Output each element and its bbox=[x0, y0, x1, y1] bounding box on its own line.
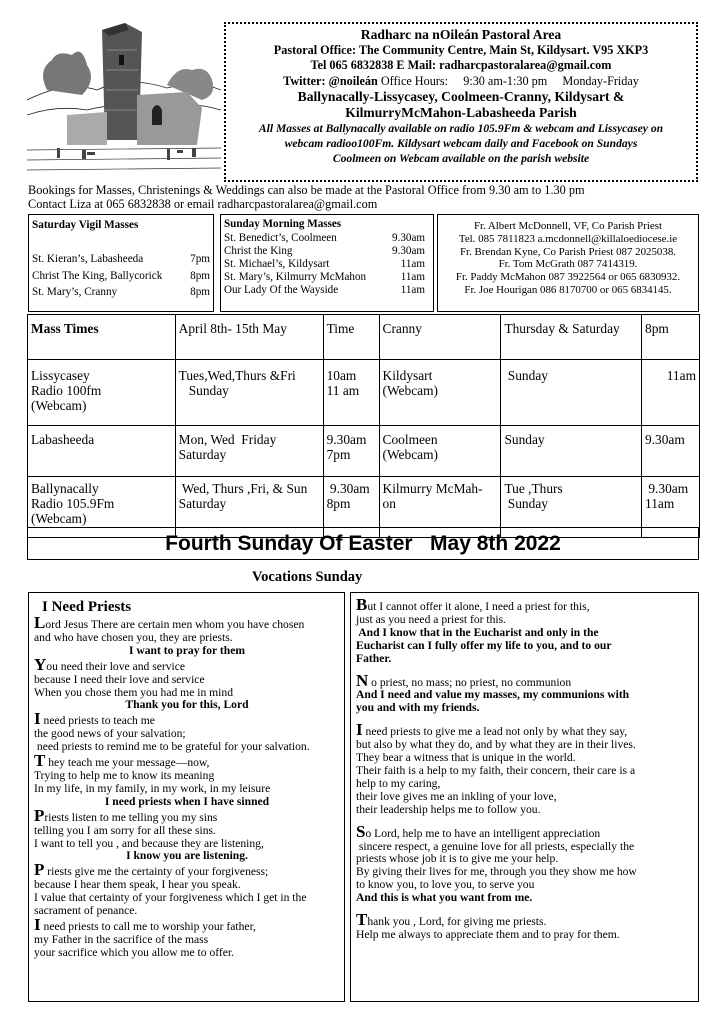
table-cell: 9.30am bbox=[642, 426, 700, 477]
table-cell: Kilmurry McMah- on bbox=[379, 477, 501, 538]
poem-stanza bbox=[356, 821, 694, 905]
poem-line: I value that certainty of your forgiveness which I get in the bbox=[34, 891, 307, 905]
poem-stanza bbox=[34, 914, 340, 960]
sunday-morning-box bbox=[220, 214, 434, 312]
drop-letter: I bbox=[356, 720, 363, 740]
priest-line: Fr. Brendan Kyne, Co Parish Priest 087 2025038. bbox=[460, 245, 676, 258]
poem-line-text: o Lord, help me to have an intelligent appreciation bbox=[365, 826, 601, 840]
poem-stanza bbox=[34, 654, 340, 713]
radio-info-1: All Masses at Ballynacally available on radio 105.9Fm & webcam and Lissycasey on bbox=[258, 122, 664, 135]
pastoral-area-title: Radharc na nOileán Pastoral Area bbox=[360, 27, 562, 42]
poem-line-text: hey teach me your message—now, bbox=[45, 756, 210, 770]
sunday-row bbox=[224, 271, 425, 284]
drop-letter: N bbox=[356, 670, 369, 690]
poem-line: When you chose them you had me in mind bbox=[34, 685, 233, 699]
contact-line: Tel 065 6832838 E Mail: radharcpastoralarea@gmail.com bbox=[310, 58, 612, 72]
table-header-cell: Cranny bbox=[379, 315, 501, 360]
drop-letter: S bbox=[356, 821, 366, 841]
sunday-banner: Fourth Sunday Of Easter May 8th 2022 bbox=[27, 527, 699, 560]
priest-line: Fr. Albert McDonnell, VF, Co Parish Priest bbox=[473, 220, 662, 232]
poem-line bbox=[34, 613, 340, 632]
poem-stanza bbox=[34, 613, 340, 658]
sunday-place: St. Mary’s, Kilmurry McMahon bbox=[224, 271, 367, 283]
church-tower-illustration bbox=[27, 20, 221, 180]
priest-line: Fr. Joe Hourigan 086 8170700 or 065 6834145. bbox=[464, 283, 672, 296]
vigil-place: St. Mary’s, Cranny bbox=[32, 286, 118, 298]
table-cell: Ballynacally Radio 105.9Fm (Webcam) bbox=[28, 477, 176, 538]
saturday-vigil-heading: Saturday Vigil Masses bbox=[32, 219, 139, 231]
poem-line: the good news of your salvation; bbox=[34, 727, 186, 741]
poem-line: to know you, to love you, to serve you bbox=[356, 878, 535, 892]
poem-line bbox=[34, 914, 340, 934]
vigil-row bbox=[32, 286, 210, 298]
poem-stanza bbox=[356, 595, 694, 666]
drop-letter: P bbox=[34, 860, 45, 880]
poem-stanzas-left bbox=[34, 613, 340, 960]
table-header-cell: 8pm bbox=[642, 315, 700, 360]
radio-info-3: Coolmeen on Webcam available on the parish website bbox=[332, 152, 590, 165]
vigil-place: Christ The King, Ballycorick bbox=[32, 270, 163, 282]
poem-line: sacrament of penance. bbox=[34, 904, 138, 918]
sunday-time: 11am bbox=[400, 271, 425, 283]
poem-refrain: I want to pray for them bbox=[128, 643, 246, 657]
poem-line-text: hank you , Lord, for giving me priests. bbox=[367, 915, 547, 929]
priest-line: Fr. Paddy McMahon 087 3922564 or 065 6830932. bbox=[455, 271, 681, 284]
sunday-time: 9.30am bbox=[392, 232, 425, 244]
drop-letter: P bbox=[34, 805, 45, 825]
poem-bold-line: And this is what you want from me. bbox=[356, 891, 533, 905]
poem-line: your sacrifice which you allow me to offer. bbox=[34, 945, 235, 959]
poem-line: but also by what they do, and by what they are in their lives. bbox=[356, 738, 636, 752]
poem-line bbox=[356, 821, 694, 841]
poem-stanza bbox=[356, 720, 694, 816]
sunday-place: St. Benedict’s, Coolmeen bbox=[224, 232, 337, 244]
poem-refrain: I know you are listening. bbox=[126, 849, 248, 863]
poem-line bbox=[34, 751, 340, 771]
pastoral-header-box bbox=[224, 22, 698, 182]
poem-line: because I need their love and service bbox=[34, 672, 205, 686]
sunday-time: 11am bbox=[400, 258, 425, 270]
poem-stanza bbox=[34, 709, 340, 754]
stanza-gap bbox=[356, 905, 694, 913]
table-cell: Lissycasey Radio 100fm (Webcam) bbox=[28, 360, 176, 426]
table-cell: Sunday bbox=[501, 360, 642, 426]
poem-line: priests whose job it is to give me your help. bbox=[356, 852, 559, 866]
vigil-time: 7pm bbox=[190, 253, 210, 265]
stanza-gap bbox=[356, 715, 694, 723]
poem-stanza bbox=[356, 670, 694, 716]
poem-bold-line: Father. bbox=[356, 651, 392, 665]
table-cell: 10am 11 am bbox=[323, 360, 379, 426]
poem-line bbox=[356, 910, 694, 930]
table-cell: 9.30am 8pm bbox=[323, 477, 379, 538]
table-cell: 11am bbox=[642, 360, 700, 426]
sunday-row bbox=[224, 232, 425, 245]
poem-line: sincere respect, a genuine love for all priests, especially the bbox=[356, 839, 635, 853]
poem-line: In my life, in my family, in my work, in my leisure bbox=[34, 781, 271, 795]
poem-bold-line: And I know that in the Eucharist and only in the bbox=[356, 625, 599, 639]
poem-right-column bbox=[350, 592, 699, 1002]
table-cell: 9.30am 11am bbox=[642, 477, 700, 538]
table-header-row bbox=[28, 315, 700, 360]
vigil-time: 8pm bbox=[190, 270, 210, 282]
poem-line: their leadership helps me to follow you. bbox=[356, 802, 541, 816]
table-cell: Labasheeda bbox=[28, 426, 176, 477]
poem-refrain: Thank you for this, Lord bbox=[125, 698, 249, 712]
poem-line: Their faith is a help to my faith, their concern, their care is a bbox=[356, 763, 636, 777]
sunday-morning-heading: Sunday Morning Masses bbox=[224, 218, 342, 230]
table-row bbox=[28, 360, 700, 426]
sunday-row bbox=[224, 284, 425, 297]
sunday-place: St. Michael’s, Kildysart bbox=[224, 258, 330, 270]
sunday-row bbox=[224, 245, 425, 258]
poem-line-text: ord Jesus There are certain men whom you have chosen bbox=[45, 618, 305, 631]
office-hours: Office Hours: 9:30 am-1:30 pm Monday-Friday bbox=[377, 73, 639, 88]
table-row bbox=[28, 426, 700, 477]
poem-line: just as you need a priest for this. bbox=[356, 612, 507, 626]
bookings-line-1: Bookings for Masses, Christenings & Weddings can also be made at the Pastoral Office from 9.30 am to 1.30 pm bbox=[28, 183, 585, 197]
poem-title: I Need Priests bbox=[42, 599, 132, 615]
sunday-row bbox=[224, 258, 425, 271]
bookings-line-2: Contact Liza at 065 6832838 or email radharcpastoralarea@gmail.com bbox=[28, 197, 378, 211]
poem-bold-line: you and with my friends. bbox=[356, 701, 480, 715]
poem-line-text: ut I cannot offer it alone, I need a priest for this, bbox=[367, 600, 590, 613]
poem-stanza bbox=[34, 805, 340, 864]
poem-line: their love gives me an inkling of your love, bbox=[356, 789, 557, 803]
table-header-cell: Time bbox=[323, 315, 379, 360]
poem-line: I want to tell you , and because they are listening, bbox=[34, 836, 264, 850]
poem-line: By giving their lives for me, through you they show me how bbox=[356, 865, 637, 879]
vigil-row bbox=[32, 270, 210, 282]
poem-stanzas-right bbox=[356, 595, 694, 942]
poem-line: They bear a witness that is unique in the world. bbox=[356, 751, 576, 765]
vigil-place: St. Kieran’s, Labasheeda bbox=[32, 253, 144, 265]
table-cell: Coolmeen (Webcam) bbox=[379, 426, 501, 477]
priest-line: Fr. Tom McGrath 087 7414319. bbox=[498, 258, 638, 271]
poem-line: need priests to remind me to be grateful for your salvation. bbox=[34, 740, 310, 754]
drop-letter: B bbox=[356, 595, 368, 614]
poem-line: Help me always to appreciate them and to pray for them. bbox=[356, 927, 620, 941]
table-header-cell: Thursday & Saturday bbox=[501, 315, 642, 360]
poem-line bbox=[356, 720, 694, 740]
sunday-place: Our Lady Of the Wayside bbox=[224, 284, 339, 296]
poem-line bbox=[356, 670, 694, 690]
poem-stanza bbox=[356, 910, 694, 942]
poem-line: because I hear them speak, I hear you speak. bbox=[34, 878, 241, 892]
poem-line bbox=[34, 805, 340, 825]
mass-times-table bbox=[27, 314, 700, 538]
poem-line bbox=[356, 595, 694, 614]
poem-line-text: o priest, no mass; no priest, no communion bbox=[368, 675, 572, 689]
poem-line: my Father in the sacrifice of the mass bbox=[34, 932, 209, 946]
table-header-cell: Mass Times bbox=[28, 315, 176, 360]
vocations-heading: Vocations Sunday bbox=[252, 569, 363, 585]
drop-letter: I bbox=[34, 914, 41, 934]
table-cell: 9.30am 7pm bbox=[323, 426, 379, 477]
poem-stanza bbox=[34, 751, 340, 809]
drop-letter: T bbox=[34, 751, 46, 771]
poem-line-text: riests listen to me telling you my sins bbox=[44, 810, 218, 824]
drop-letter: T bbox=[356, 910, 368, 930]
vigil-row bbox=[32, 253, 210, 265]
table-header-cell: April 8th- 15th May bbox=[175, 315, 323, 360]
poem-refrain: I need priests when I have sinned bbox=[104, 794, 270, 808]
sunday-place: Christ the King bbox=[224, 245, 293, 257]
twitter-handle: Twitter: @noileán bbox=[283, 73, 378, 88]
table-cell: Kildysart (Webcam) bbox=[379, 360, 501, 426]
twitter-hours-line bbox=[226, 74, 696, 90]
table-cell: Mon, Wed Friday Saturday bbox=[175, 426, 323, 477]
poem-bold-line: Eucharist can I fully offer my life to you, and to our bbox=[356, 638, 612, 652]
bookings-notice bbox=[28, 183, 708, 211]
sunday-time: 11am bbox=[400, 284, 425, 296]
poem-stanza bbox=[34, 860, 340, 918]
poem-line: help to my caring, bbox=[356, 776, 441, 790]
poem-line bbox=[34, 860, 340, 880]
poem-line: and who have chosen you, they are priests. bbox=[34, 630, 233, 644]
table-cell: Wed, Thurs ,Fri, & Sun Saturday bbox=[175, 477, 323, 538]
table-cell: Sunday bbox=[501, 426, 642, 477]
saturday-vigil-box bbox=[28, 214, 214, 312]
poem-bold-line: And I need and value my masses, my communions with bbox=[356, 688, 630, 702]
poem-line-text: need priests to teach me bbox=[40, 714, 155, 728]
sunday-time: 9.30am bbox=[392, 245, 425, 257]
poem-line bbox=[34, 654, 340, 674]
poem-line: telling you I am sorry for all these sins. bbox=[34, 823, 216, 837]
drop-letter: I bbox=[34, 709, 41, 729]
parish-names-1: Ballynacally-Lissycasey, Coolmeen-Cranny, Kildysart & bbox=[297, 89, 625, 104]
pastoral-office-address: Pastoral Office: The Community Centre, Main St, Kildysart. V95 XKP3 bbox=[273, 42, 649, 57]
priest-line: Tel. 085 7811823 a.mcdonnell@killaloediocese.ie bbox=[458, 232, 678, 245]
poem-line-text: ou need their love and service bbox=[46, 659, 186, 673]
poem-line bbox=[34, 709, 340, 729]
poem-line-text: riests give me the certainty of your forgiveness; bbox=[44, 865, 269, 879]
table-cell: Tue ,Thurs Sunday bbox=[501, 477, 642, 538]
table-cell: Tues,Wed,Thurs &Fri Sunday bbox=[175, 360, 323, 426]
poem-line-text: need priests to call me to worship your father, bbox=[40, 919, 256, 933]
stanza-gap bbox=[356, 817, 694, 825]
poem-line-text: need priests to give me a lead not only by what they say, bbox=[362, 725, 628, 739]
drop-letter: L bbox=[34, 613, 46, 632]
parish-names-2: KilmurryMcMahon-Labasheeda Parish bbox=[345, 105, 577, 120]
stanza-gap bbox=[356, 666, 694, 674]
poem-line: Trying to help me to know its meaning bbox=[34, 768, 215, 782]
radio-info-2: webcam radioo100Fm. Kildysart webcam daily and Facebook on Sundays bbox=[284, 137, 638, 150]
priests-contact-box bbox=[437, 214, 699, 312]
vigil-time: 8pm bbox=[190, 286, 210, 298]
drop-letter: Y bbox=[34, 654, 47, 674]
poem-left-column bbox=[28, 592, 345, 1002]
